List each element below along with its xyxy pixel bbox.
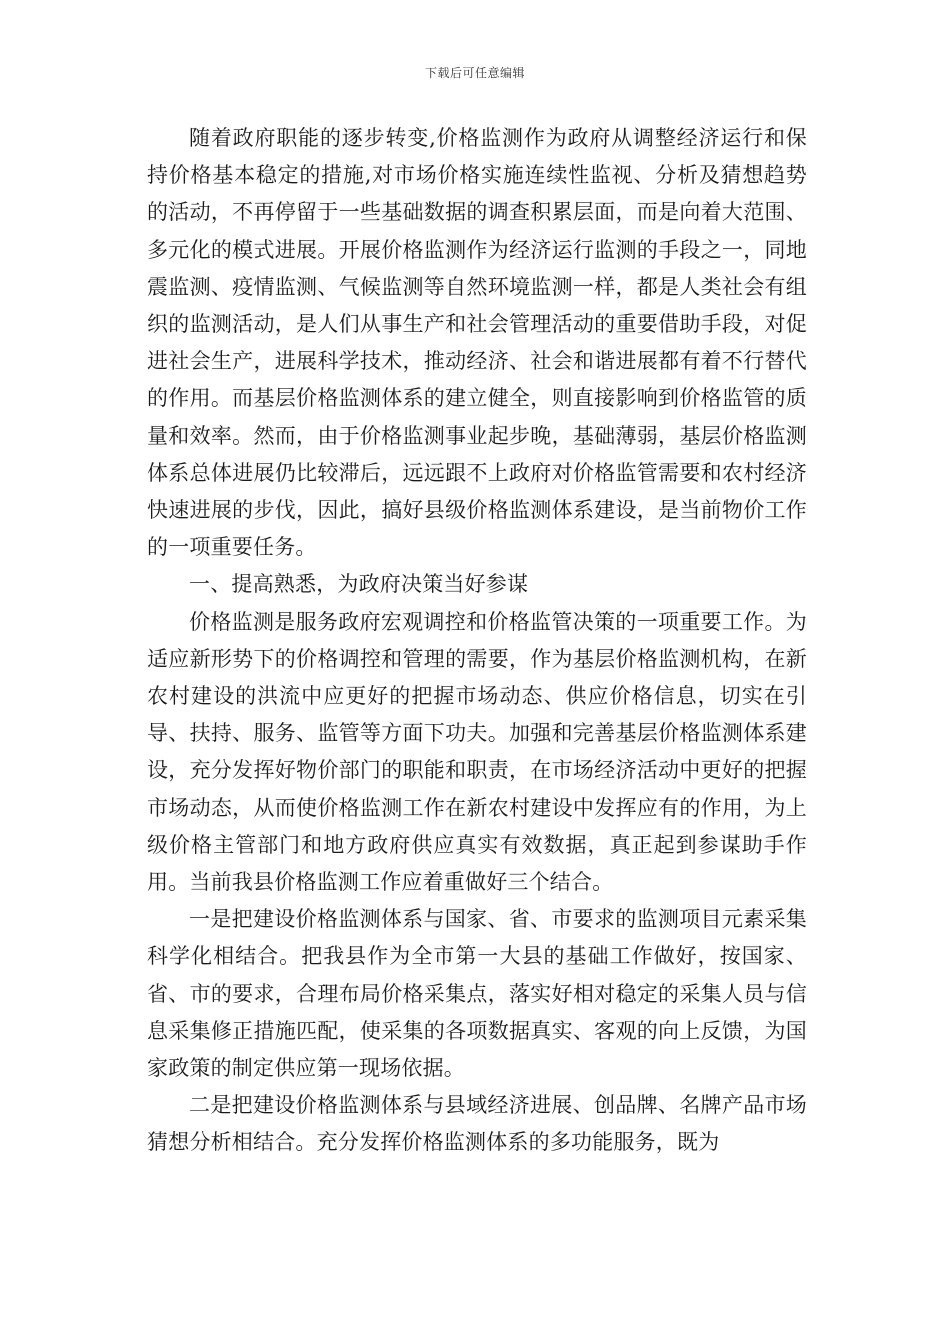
paragraph-section-1: 价格监测是服务政府宏观调控和价格监管决策的一项重要工作。为适应新形势下的价格调控和管理的需要，作为基层价格监测机构，在新农村建设的洪流中应更好的把握市场动态、供应价格信息，切实在引导、扶持、服务、监管等方面下功夫。加强和完善基层价格监测体系建设，充分发挥好物价部门的职能和职责，在市场经济活动中更好的把握市场动态，从而使价格监测工作在新农村建设中发挥应有的作用，为上级价格主管部门和地方政府供应真实有效数据，真正起到参谋助手作用。当前我县价格监测工作应着重做好三个结合。 <box>147 609 807 895</box>
document-body <box>147 120 807 1162</box>
header-note: 下载后可任意编辑 <box>424 66 525 80</box>
paragraph-intro: 随着政府职能的逐步转变,价格监测作为政府从调整经济运行和保持价格基本稳定的措施,对市场价格实施连续性监视、分析及猜想趋势的活动，不再停留于一些基础数据的调查积累层面，而是向着大范围、多元化的模式进展。开展价格监测作为经济运行监测的手段之一，同地震监测、疫情监测、气候监测等自然环境监测一样，都是人类社会有组织的监测活动，是人们从事生产和社会管理活动的重要借助手段，对促进社会生产，进展科学技术，推动经济、社会和谐进展都有着不行替代的作用。而基层价格监测体系的建立健全，则直接影响到价格监管的质量和效率。然而，由于价格监测事业起步晚，基础薄弱，基层价格监测体系总体进展仍比较滞后，远远跟不上政府对价格监管需要和农村经济快速进展的步伐，因此，搞好县级价格监测体系建设，是当前物价工作的一项重要任务。 <box>147 126 807 560</box>
paragraph-point-1: 一是把建设价格监测体系与国家、省、市要求的监测项目元素采集科学化相结合。把我县作为全市第一大县的基础工作做好，按国家、省、市的要求，合理布局价格采集点，落实好相对稳定的采集人员与信息采集修正措施匹配，使采集的各项数据真实、客观的向上反馈，为国家政策的制定供应第一现场依据。 <box>147 907 807 1081</box>
paragraph-point-2: 二是把建设价格监测体系与县域经济进展、创品牌、名牌产品市场猜想分析相结合。充分发挥价格监测体系的多功能服务，既为 <box>147 1093 807 1155</box>
section-heading-1: 一、提高熟悉，为政府决策当好参谋 <box>189 572 529 597</box>
